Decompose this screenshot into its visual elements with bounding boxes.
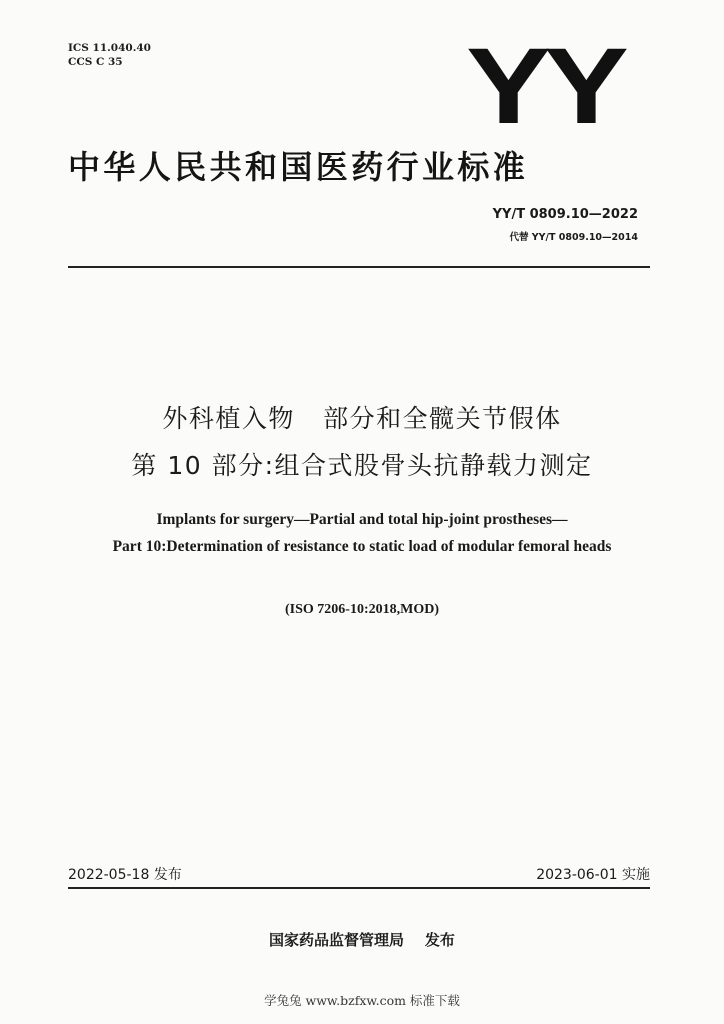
chinese-title-line-1: 外科植入物 部分和全髋关节假体 bbox=[162, 404, 562, 433]
ccs-code: CCS C 35 bbox=[68, 56, 123, 68]
english-title-line-2: Part 10:Determination of resistance to static load of modular femoral heads bbox=[112, 538, 612, 555]
publisher: 国家药品监督管理局 发布 bbox=[269, 931, 455, 949]
issuing-body-title: 中华人民共和国医药行业标准 bbox=[68, 148, 529, 186]
standard-number: YY/T 0809.10—2022 bbox=[492, 207, 638, 222]
replaces-standard: 代替 YY/T 0809.10—2014 bbox=[509, 232, 638, 243]
header-divider bbox=[68, 266, 650, 268]
chinese-title-line-2: 第 10 部分:组合式股骨头抗静载力测定 bbox=[131, 451, 593, 480]
iso-adoption-note: (ISO 7206-10:2018,MOD) bbox=[285, 602, 439, 617]
ics-code: ICS 11.040.40 bbox=[68, 42, 151, 54]
english-title-line-1: Implants for surgery—Partial and total hip-joint prostheses— bbox=[156, 511, 568, 528]
implementation-date: 2023-06-01 实施 bbox=[536, 867, 650, 883]
download-watermark: 学兔兔 www.bzfxw.com 标准下载 bbox=[264, 993, 460, 1008]
yy-logo: YY bbox=[466, 25, 622, 146]
footer-divider bbox=[68, 887, 650, 889]
classification-codes bbox=[68, 41, 151, 69]
issue-date: 2022-05-18 发布 bbox=[68, 867, 182, 883]
